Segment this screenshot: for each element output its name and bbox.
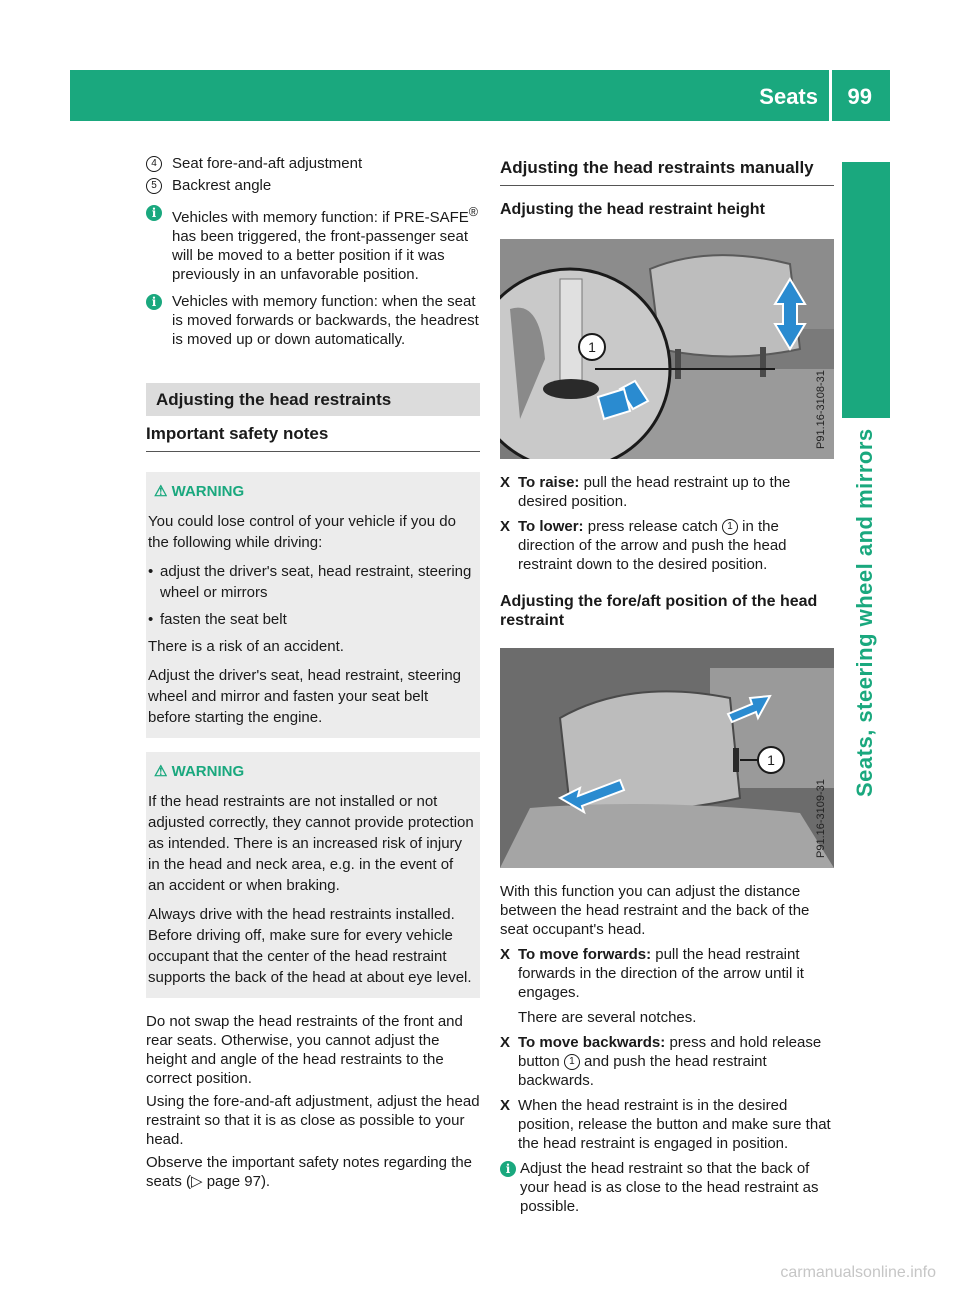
warning-bullet: • fasten the seat belt <box>148 611 287 628</box>
header-divider <box>829 70 832 121</box>
step-note: There are several notches. <box>518 1009 697 1026</box>
step-arrow-icon: X <box>500 1034 511 1051</box>
right-column <box>500 150 834 1219</box>
warning-triangle-icon: ⚠ <box>154 763 168 780</box>
info-icon: i <box>500 1161 516 1177</box>
instruction-step: X When the head restraint is in the desired position, release the button and make sure that the head restraint is engaged in position. <box>500 1097 831 1152</box>
warning-title: ⚠ WARNING <box>154 483 245 500</box>
info-icon: i <box>146 205 162 221</box>
page-reference[interactable]: Observe the important safety notes regarding the seats (▷ page 97). <box>146 1154 473 1190</box>
photo-callout-1: 1 <box>767 752 775 768</box>
instruction-step: X To lower: press release catch 1 in the direction of the arrow and push the head restraint down to the desired position. <box>500 518 787 573</box>
info-note <box>500 1159 834 1216</box>
headrest-foreaft-illustration <box>500 648 834 868</box>
warning-action: Adjust the driver's seat, head restraint, steering wheel and mirror and fasten your seat belt before starting the engine. <box>148 667 462 726</box>
page-header <box>70 70 890 121</box>
legend-item <box>146 154 480 173</box>
body-paragraph: With this function you can adjust the distance between the head restraint and the back of the seat occupant's head. <box>500 883 810 938</box>
headrest-height-illustration <box>500 239 834 459</box>
site-watermark: carmanualsonline.info <box>780 1264 936 1281</box>
photo-code: P91.16-3108-31 <box>815 370 827 449</box>
legend-text: Backrest angle <box>172 177 272 194</box>
warning-box <box>146 752 480 998</box>
step-arrow-icon: X <box>500 1097 511 1114</box>
callout-marker: 1 <box>722 519 738 535</box>
side-tab-label: Seats, steering wheel and mirrors <box>852 428 877 797</box>
subsection-heading: Important safety notes <box>146 416 480 452</box>
instruction-step: X To raise: pull the head restraint up to the desired position. <box>500 474 791 510</box>
photo-callout-1: 1 <box>588 339 596 355</box>
warning-title: ⚠ WARNING <box>154 763 245 780</box>
info-note <box>146 292 480 349</box>
section-heading: Adjusting the head restraints manually <box>500 150 834 186</box>
info-text: Vehicles with memory function: if PRE-SAFE® has been triggered, the front-passenger seat will be moved to a better position if it was previously in an unfavorable position. <box>172 205 478 283</box>
info-icon: i <box>146 294 162 310</box>
warning-triangle-icon: ⚠ <box>154 483 168 500</box>
warning-text: If the head restraints are not installed or not adjusted correctly, they cannot provide protection as intended. There is an increased risk of injury in the head and neck area, e.g. in the event of an accident or when braking. <box>148 793 474 894</box>
warning-box <box>146 472 480 738</box>
callout-marker: 4 <box>146 156 162 172</box>
info-note <box>146 203 480 284</box>
callout-marker: 1 <box>564 1054 580 1070</box>
callout-marker: 5 <box>146 178 162 194</box>
subsection-heading: Adjusting the head restraint height <box>500 201 765 218</box>
warning-text: Always drive with the head restraints installed. Before driving off, make sure for every vehicle occupant that the center of the head restraint supports the back of the head at about eye level. <box>148 906 472 986</box>
instruction-step: X To move backwards: press and hold release button 1 and push the head restraint backwards. <box>500 1034 822 1089</box>
left-column <box>146 154 480 1199</box>
subsection-heading: Adjusting the fore/aft position of the head restraint <box>500 593 818 629</box>
page-number: 99 <box>847 84 872 109</box>
side-tab-block <box>842 162 890 418</box>
side-tab <box>842 162 890 1302</box>
body-paragraph: Do not swap the head restraints of the front and rear seats. Otherwise, you cannot adjust the height and angle of the head restraints to the correct position. <box>146 1013 463 1087</box>
warning-bullet: • adjust the driver's seat, head restraint, steering wheel or mirrors <box>148 563 472 601</box>
instruction-step: X To move forwards: pull the head restraint forwards in the direction of the arrow until it engages. <box>500 946 804 1001</box>
section-heading: Adjusting the head restraints <box>146 383 480 416</box>
headrest-foreaft-photo <box>500 648 834 868</box>
step-arrow-icon: X <box>500 946 511 963</box>
body-paragraph: Using the fore-and-aft adjustment, adjust the head restraint so that it is as close as possible to your head. <box>146 1093 480 1148</box>
legend-text: Seat fore-and-aft adjustment <box>172 155 363 172</box>
legend-item <box>146 176 480 195</box>
warning-intro: You could lose control of your vehicle if you do the following while driving: <box>148 513 456 551</box>
headrest-height-photo <box>500 239 834 459</box>
section-title: Seats <box>759 84 818 109</box>
warning-risk: There is a risk of an accident. <box>148 638 344 655</box>
step-arrow-icon: X <box>500 518 511 535</box>
step-arrow-icon: X <box>500 474 511 491</box>
info-text: Vehicles with memory function: when the seat is moved forwards or backwards, the headrest is moved up or down automatically. <box>172 293 479 348</box>
info-text: Adjust the head restraint so that the back of your head is as close to the head restraint as possible. <box>520 1160 819 1215</box>
photo-code: P91.16-3109-31 <box>815 779 827 858</box>
